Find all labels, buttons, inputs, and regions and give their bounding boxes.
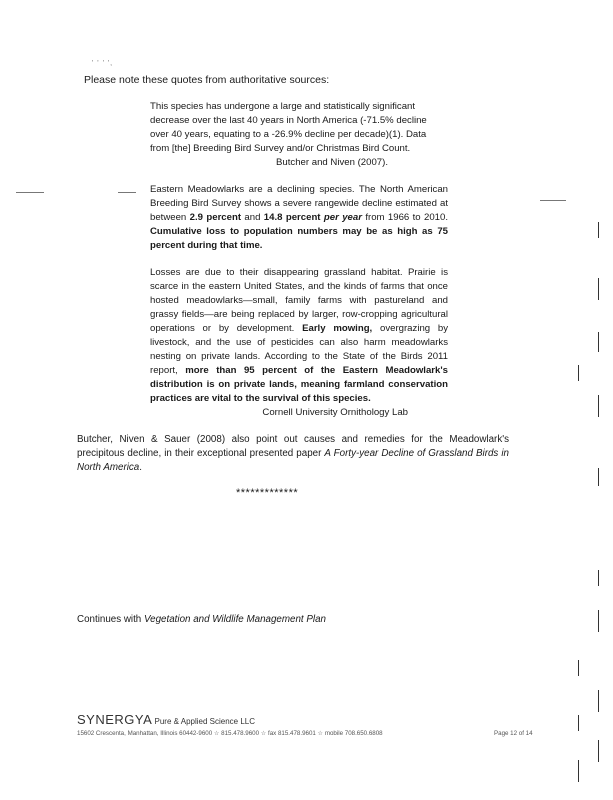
scan-artifact [578, 760, 579, 782]
paragraph-text: Butcher, Niven & Sauer (2008) also point out causes and remedies for the Meadowlark's precipitous decline, in their exceptional presented paper [77, 434, 509, 459]
scan-artifact [598, 332, 599, 352]
quote-line: This species has undergone a large and statistically significant [150, 101, 416, 112]
footer-address: 15602 Crescenta, Manhattan, Illinois 60442-9600 ☆ 815.478.9600 ☆ fax 815.478.9601 ☆ mobile 708.650.6808 [77, 730, 383, 737]
quote-bold: Cumulative loss to population numbers may be as high as 75 percent during that time. [150, 226, 448, 251]
scan-artifact [578, 660, 579, 676]
quote-line: from [the] Breeding Bird Survey and/or Christmas Bird Count. [150, 143, 411, 154]
brand-name: SYNERGYA [77, 712, 153, 727]
paper-title: A Forty-year Decline of Grassland Birds in North America [77, 448, 510, 473]
quote-text: and [241, 212, 264, 223]
scan-artifact [598, 222, 599, 238]
quote-bold: 2.9 percent [189, 212, 242, 223]
intro-line: Please note these quotes from authoritative sources: [84, 74, 330, 86]
scan-specks: ' ' ' ', [92, 60, 114, 67]
quote-cornell [150, 266, 448, 420]
scan-artifact [540, 200, 566, 201]
section-separator: ************* [236, 487, 299, 499]
scan-artifact [578, 715, 579, 731]
paragraph-end: . [139, 462, 142, 473]
continues-line [77, 614, 326, 625]
footer-page-number: Page 12 of 14 [494, 730, 533, 737]
quote-attribution: Cornell University Ornithology Lab [262, 407, 408, 418]
scan-artifact [598, 690, 599, 712]
continues-title: Vegetation and Wildlife Management Plan [143, 614, 326, 625]
quote-text: overgrazing by livestock, and the use of pesticides can also harm meadowlarks nesting on private lands. According to the State of the Birds 2011 report, [150, 323, 449, 376]
quote-bold: 14.8 percent [263, 212, 321, 223]
scan-artifact [598, 278, 599, 300]
quote-bold: Early mowing, [302, 323, 373, 334]
quote-butcher-niven [150, 100, 448, 170]
scan-artifact [598, 395, 599, 417]
scan-artifact [598, 468, 599, 486]
quote-text: from 1966 to 2010. [361, 212, 449, 223]
quote-line: decrease over the last 40 years in North America (-71.5% decline [150, 115, 427, 126]
quote-text: Eastern Meadowlarks are a declining species. The North American Breeding Bird Survey shows a severe rangewide decline estimated at between [150, 184, 448, 223]
body-paragraph [77, 433, 509, 475]
quote-attribution: Butcher and Niven (2007). [276, 157, 388, 168]
quote-bold: more than 95 percent of the Eastern Meadowlark's distribution is on private lands, meaning farmland conservation practices are vital to the survival of this species. [150, 365, 448, 404]
scan-artifact [598, 740, 599, 762]
quote-breeding-bird-survey [150, 183, 448, 253]
scan-artifact [118, 192, 136, 193]
brand-tagline: Pure & Applied Science LLC [152, 717, 256, 726]
footer-brand [77, 712, 255, 727]
scan-artifact [16, 192, 44, 193]
scan-artifact [578, 365, 579, 381]
continues-label: Continues with [77, 614, 144, 625]
quote-italic: per year [323, 212, 362, 223]
scan-artifact [598, 570, 599, 586]
quote-text: Losses are due to their disappearing grassland habitat. Prairie is scarce in the eastern United States, and the kinds of farms that once hosted meadowlarks—small, family farms with pastureland and grassy fields—are being replaced by larger, row-cropping agricultural operations or by development. [150, 267, 448, 334]
quote-line: over 40 years, equating to a -26.9% decline per decade)(1). Data [150, 129, 427, 140]
scan-artifact [598, 610, 599, 632]
